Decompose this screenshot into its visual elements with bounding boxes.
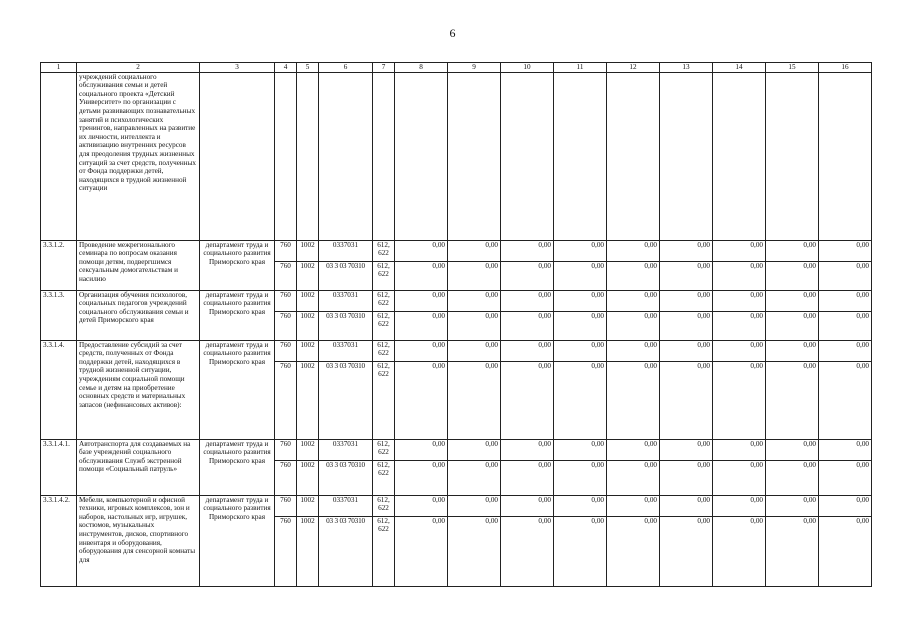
row-code: 3.3.1.4. xyxy=(41,340,77,439)
cell-col15: 0,00 xyxy=(766,290,819,311)
column-header-12: 12 xyxy=(607,63,660,73)
cell-col11: 0,00 xyxy=(554,261,607,290)
cell-col11: 0,00 xyxy=(554,361,607,439)
column-header-1: 1 xyxy=(41,63,77,73)
cell-col10: 0,00 xyxy=(501,340,554,361)
row-name: Проведение межрегионального семинара по вопросам оказания помощи детям, подвергшимся сексуальным домогательствам и насилию xyxy=(77,240,200,290)
column-header-2: 2 xyxy=(77,63,200,73)
cell-col12: 0,00 xyxy=(607,361,660,439)
column-header-9: 9 xyxy=(448,63,501,73)
cell-col10: 0,00 xyxy=(501,311,554,340)
cell-col7: 612, 622 xyxy=(373,290,395,311)
row-executor: департамент труда и социального развития Приморского края xyxy=(200,290,275,340)
column-header-3: 3 xyxy=(200,63,275,73)
cell-col8: 0,00 xyxy=(395,516,448,586)
row-executor: департамент труда и социального развития Приморского края xyxy=(200,439,275,495)
cell-col9: 0,00 xyxy=(448,439,501,460)
column-header-11: 11 xyxy=(554,63,607,73)
cell-col9: 0,00 xyxy=(448,460,501,495)
column-header-15: 15 xyxy=(766,63,819,73)
cell-col6: 0337031 xyxy=(319,495,373,516)
cell-col8: 0,00 xyxy=(395,340,448,361)
row-name: Организация обучения психологов, социальных педагогов учреждений социального обслуживания семьи и детей Приморского края xyxy=(77,290,200,340)
cell-col7: 612, 622 xyxy=(373,311,395,340)
cell-col10: 0,00 xyxy=(501,439,554,460)
cell-col16: 0,00 xyxy=(819,439,872,460)
cell-col14: 0,00 xyxy=(713,311,766,340)
cell-col5: 1002 xyxy=(297,240,319,261)
cell-col7: 612, 622 xyxy=(373,516,395,586)
cell-col8: 0,00 xyxy=(395,290,448,311)
cell-col9: 0,00 xyxy=(448,495,501,516)
cell-col10: 0,00 xyxy=(501,460,554,495)
column-header-5: 5 xyxy=(297,63,319,73)
cell-col14: 0,00 xyxy=(713,516,766,586)
cell-col16: 0,00 xyxy=(819,516,872,586)
cell-col6: 03 3 03 70310 xyxy=(319,361,373,439)
cell-col4: 760 xyxy=(275,460,297,495)
cell-col5: 1002 xyxy=(297,460,319,495)
cell-col12: 0,00 xyxy=(607,240,660,261)
cell-col11: 0,00 xyxy=(554,311,607,340)
cell-col14: 0,00 xyxy=(713,460,766,495)
cell-col11: 0,00 xyxy=(554,516,607,586)
cell-col9: 0,00 xyxy=(448,290,501,311)
cell-col10: 0,00 xyxy=(501,290,554,311)
cell-col15: 0,00 xyxy=(766,240,819,261)
table-row xyxy=(41,290,872,311)
column-header-7: 7 xyxy=(373,63,395,73)
cell-col11: 0,00 xyxy=(554,460,607,495)
column-header-8: 8 xyxy=(395,63,448,73)
cell-col14: 0,00 xyxy=(713,439,766,460)
cell-col15: 0,00 xyxy=(766,361,819,439)
cell-col13: 0,00 xyxy=(660,439,713,460)
cell-col8: 0,00 xyxy=(395,361,448,439)
cell-col13: 0,00 xyxy=(660,240,713,261)
header-row xyxy=(41,63,872,73)
table-row xyxy=(41,340,872,361)
cell-col6: 03 3 03 70310 xyxy=(319,261,373,290)
cell-col15: 0,00 xyxy=(766,261,819,290)
row-code: 3.3.1.2. xyxy=(41,240,77,290)
cell-col12: 0,00 xyxy=(607,460,660,495)
column-header-4: 4 xyxy=(275,63,297,73)
cell-col14: 0,00 xyxy=(713,261,766,290)
cell-col7: 612, 622 xyxy=(373,340,395,361)
cell-col7: 612, 622 xyxy=(373,495,395,516)
cell-col13: 0,00 xyxy=(660,311,713,340)
cell-col16: 0,00 xyxy=(819,261,872,290)
cell-col10: 0,00 xyxy=(501,516,554,586)
column-header-13: 13 xyxy=(660,63,713,73)
cell-col4: 760 xyxy=(275,495,297,516)
cell-col13: 0,00 xyxy=(660,290,713,311)
table-row xyxy=(41,240,872,261)
table-row xyxy=(41,495,872,516)
row-name: Мебели, компьютерной и офисной техники, игровых комплексов, зон и наборов, настольных игр, игрушек, костюмов, музыкальных инструментов, дисков, спортивного инвентаря и оборудования, оборудования для сенсорной комнаты для xyxy=(77,495,200,586)
cell-col10: 0,00 xyxy=(501,361,554,439)
cell-col4: 760 xyxy=(275,340,297,361)
cell-col12: 0,00 xyxy=(607,495,660,516)
cell-col15: 0,00 xyxy=(766,460,819,495)
cell-col16: 0,00 xyxy=(819,361,872,439)
column-header-14: 14 xyxy=(713,63,766,73)
cell-col15: 0,00 xyxy=(766,495,819,516)
cell-col5: 1002 xyxy=(297,516,319,586)
cell-col4: 760 xyxy=(275,261,297,290)
cell-col9: 0,00 xyxy=(448,311,501,340)
cell-col5: 1002 xyxy=(297,495,319,516)
cell-col4: 760 xyxy=(275,240,297,261)
cell-col7: 612, 622 xyxy=(373,261,395,290)
cell-col5: 1002 xyxy=(297,261,319,290)
cell-col14: 0,00 xyxy=(713,240,766,261)
cell-col9: 0,00 xyxy=(448,240,501,261)
cell-col15: 0,00 xyxy=(766,516,819,586)
cell-col15: 0,00 xyxy=(766,311,819,340)
cell-col11: 0,00 xyxy=(554,240,607,261)
cell-col14: 0,00 xyxy=(713,361,766,439)
cell-col4: 760 xyxy=(275,361,297,439)
cell-col12: 0,00 xyxy=(607,516,660,586)
cell-col12: 0,00 xyxy=(607,311,660,340)
page-number: 6 xyxy=(449,26,456,40)
cell-col6: 03 3 03 70310 xyxy=(319,516,373,586)
cell-col4: 760 xyxy=(275,290,297,311)
cell-col8: 0,00 xyxy=(395,495,448,516)
cell-col11: 0,00 xyxy=(554,340,607,361)
cell-code xyxy=(41,72,77,240)
cell-col13: 0,00 xyxy=(660,340,713,361)
cell-col6: 0337031 xyxy=(319,240,373,261)
row-executor: департамент труда и социального развития Приморского края xyxy=(200,340,275,439)
cell-col7: 612, 622 xyxy=(373,240,395,261)
cell-col10: 0,00 xyxy=(501,240,554,261)
cell-col8: 0,00 xyxy=(395,261,448,290)
cell-col16: 0,00 xyxy=(819,311,872,340)
cell-col6: 0337031 xyxy=(319,439,373,460)
cell-name: учреждений социального обслуживания семьи и детей социального проекта «Детский Университет» по организации с детьми развивающих познавательных занятий и психологических тренингов, направленных на развитие их личности, интеллекта и активизацию внутренних ресурсов для преодоления трудных жизненных ситуаций за счет средств, полученных от Фонда поддержки детей, находящихся в трудной жизненной ситуации xyxy=(77,72,200,240)
column-header-10: 10 xyxy=(501,63,554,73)
row-executor: департамент труда и социального развития Приморского края xyxy=(200,495,275,586)
row-code: 3.3.1.4.2. xyxy=(41,495,77,586)
row-name: Автотранспорта для создаваемых на базе учреждений социального обслуживания Служб экстренной помощи «Социальный патруль» xyxy=(77,439,200,495)
cell-col8: 0,00 xyxy=(395,240,448,261)
row-code: 3.3.1.4.1. xyxy=(41,439,77,495)
cell-col16: 0,00 xyxy=(819,460,872,495)
cell-col13: 0,00 xyxy=(660,361,713,439)
cell-col9: 0,00 xyxy=(448,261,501,290)
cell-col7: 612, 622 xyxy=(373,361,395,439)
cell-col16: 0,00 xyxy=(819,340,872,361)
table-row xyxy=(41,439,872,460)
cell-col4: 760 xyxy=(275,439,297,460)
continuation-row xyxy=(41,72,872,240)
cell-col5: 1002 xyxy=(297,361,319,439)
row-name: Предоставление субсидий за счет средств, полученных от Фонда поддержки детей, находящихся в трудной жизненной ситуации, учреждениям социальной помощи семье и детям на приобретение основных средств и материальных запасов (нефинансовых активов): xyxy=(77,340,200,439)
cell-col13: 0,00 xyxy=(660,261,713,290)
cell-col6: 0337031 xyxy=(319,290,373,311)
cell-col13: 0,00 xyxy=(660,495,713,516)
cell-col9: 0,00 xyxy=(448,361,501,439)
cell-col9: 0,00 xyxy=(448,516,501,586)
cell-col16: 0,00 xyxy=(819,290,872,311)
row-code: 3.3.1.3. xyxy=(41,290,77,340)
cell-col14: 0,00 xyxy=(713,340,766,361)
cell-col8: 0,00 xyxy=(395,311,448,340)
cell-col9: 0,00 xyxy=(448,340,501,361)
budget-table xyxy=(40,62,872,587)
cell-col4: 760 xyxy=(275,311,297,340)
cell-col6: 03 3 03 70310 xyxy=(319,311,373,340)
column-header-6: 6 xyxy=(319,63,373,73)
cell-col13: 0,00 xyxy=(660,516,713,586)
cell-col8: 0,00 xyxy=(395,439,448,460)
cell-col14: 0,00 xyxy=(713,495,766,516)
row-executor: департамент труда и социального развития Приморского края xyxy=(200,240,275,290)
cell-col11: 0,00 xyxy=(554,495,607,516)
cell-col7: 612, 622 xyxy=(373,460,395,495)
cell-col13: 0,00 xyxy=(660,460,713,495)
cell-col10: 0,00 xyxy=(501,261,554,290)
cell-col14: 0,00 xyxy=(713,290,766,311)
cell-col5: 1002 xyxy=(297,340,319,361)
cell-col4: 760 xyxy=(275,516,297,586)
cell-col12: 0,00 xyxy=(607,340,660,361)
cell-col10: 0,00 xyxy=(501,495,554,516)
cell-col11: 0,00 xyxy=(554,439,607,460)
cell-col15: 0,00 xyxy=(766,340,819,361)
cell-col16: 0,00 xyxy=(819,240,872,261)
cell-col5: 1002 xyxy=(297,290,319,311)
cell-col15: 0,00 xyxy=(766,439,819,460)
cell-col7: 612, 622 xyxy=(373,439,395,460)
cell-col6: 03 3 03 70310 xyxy=(319,460,373,495)
cell-col16: 0,00 xyxy=(819,495,872,516)
cell-col12: 0,00 xyxy=(607,439,660,460)
cell-col12: 0,00 xyxy=(607,290,660,311)
cell-col12: 0,00 xyxy=(607,261,660,290)
column-header-16: 16 xyxy=(819,63,872,73)
cell-col5: 1002 xyxy=(297,439,319,460)
cell-col5: 1002 xyxy=(297,311,319,340)
cell-col6: 0337031 xyxy=(319,340,373,361)
cell-col11: 0,00 xyxy=(554,290,607,311)
cell-col8: 0,00 xyxy=(395,460,448,495)
